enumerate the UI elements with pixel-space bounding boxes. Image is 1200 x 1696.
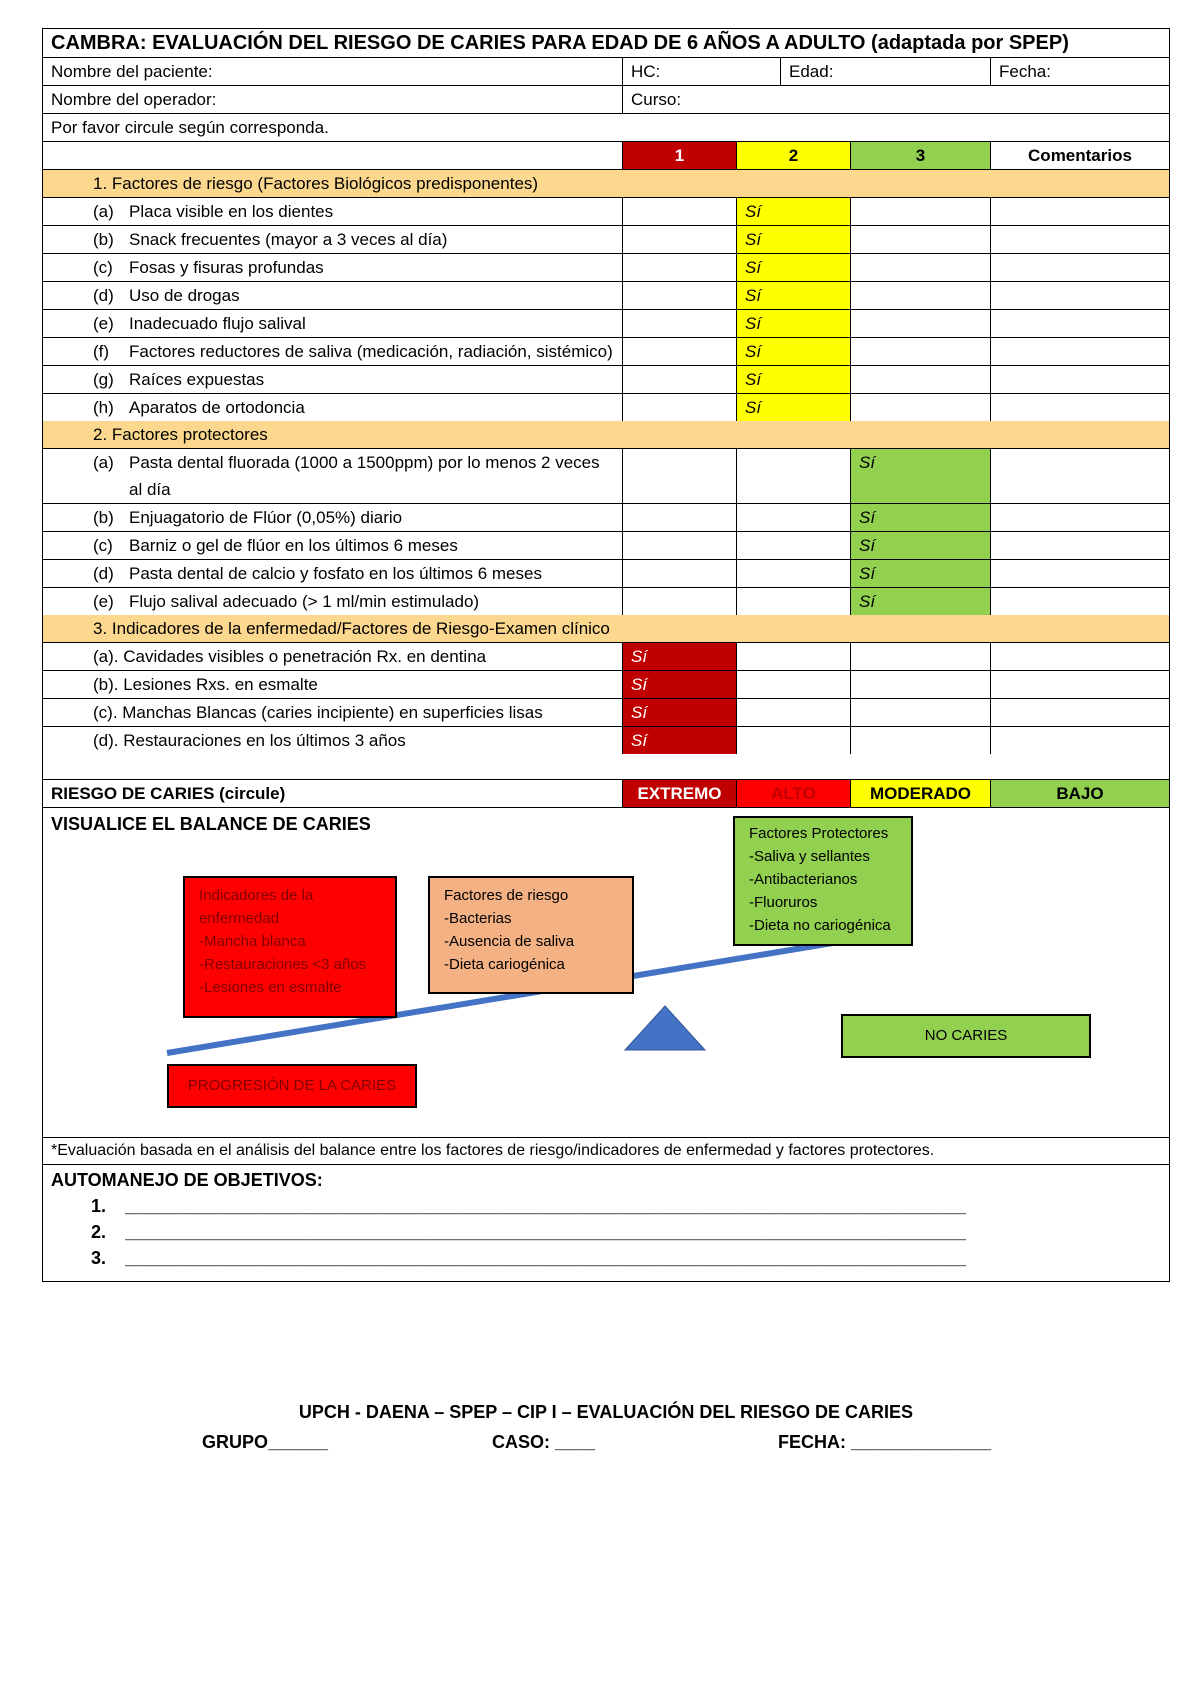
item-text: Snack frecuentes (mayor a 3 veces al día) [129,230,448,249]
risk-bajo[interactable]: BAJO [991,780,1169,807]
objective-line[interactable] [51,1245,1161,1271]
empty-cell[interactable] [851,671,991,698]
mark-cell[interactable]: Sí [851,560,991,587]
item-description [43,366,623,393]
table-row [43,532,1169,560]
comments-cell[interactable] [991,727,1169,754]
box-line: -Bacterias [444,910,512,927]
empty-cell[interactable] [623,449,737,503]
item-description [43,226,623,253]
column-3-header: 3 [851,142,991,169]
objective-number: 3. [91,1248,107,1268]
item-description [43,282,623,309]
comments-header: Comentarios [1028,146,1132,165]
mark-cell[interactable]: Sí [737,310,851,337]
age-field[interactable]: Edad: [781,58,991,85]
comments-cell[interactable] [991,560,1169,587]
header-blank [43,142,623,169]
item-label: (d) [93,564,114,583]
empty-cell[interactable] [623,532,737,559]
section-2-header [43,421,1169,449]
item-description [43,504,623,531]
empty-cell[interactable] [851,310,991,337]
form-title: CAMBRA: EVALUACIÓN DEL RIESGO DE CARIES PARA EDAD DE 6 AÑOS A ADULTO (adaptada por SPEP) [51,32,1069,54]
box-line: -Dieta no cariogénica [749,917,891,934]
empty-cell[interactable] [737,699,851,726]
item-description [43,338,623,365]
caries-progression-box: PROGRESIÓN DE LA CARIES [167,1064,417,1108]
instruction-row [43,114,1169,142]
objective-blank[interactable]: ____________________________________________________________________________________ [125,1196,966,1216]
item-description [43,310,623,337]
no-caries-box: NO CARIES [841,1014,1091,1058]
mark-cell[interactable]: Sí [737,198,851,225]
footer-title: UPCH - DAENA – SPEP – CIP I – EVALUACIÓN DEL RIESGO DE CARIES [298,1402,914,1422]
comments-cell[interactable] [991,254,1169,281]
comments-cell[interactable] [991,198,1169,225]
box-line: -Lesiones en esmalte [199,979,342,996]
objectives-section [43,1165,1169,1281]
objective-number: 1. [91,1196,107,1216]
empty-cell[interactable] [851,643,991,670]
empty-cell[interactable] [737,588,851,615]
empty-cell[interactable] [737,532,851,559]
comments-cell[interactable] [991,671,1169,698]
empty-cell[interactable] [623,560,737,587]
mark-cell[interactable]: Sí [737,394,851,421]
empty-cell[interactable] [851,282,991,309]
empty-cell[interactable] [623,198,737,225]
section-title: 1. Factores de riesgo (Factores Biológicos predisponentes) [43,170,1169,197]
empty-cell[interactable] [851,338,991,365]
empty-cell[interactable] [851,254,991,281]
table-row [43,504,1169,532]
empty-cell[interactable] [623,394,737,421]
item-description [43,394,623,421]
risk-moderado[interactable]: MODERADO [851,780,991,807]
empty-cell[interactable] [623,338,737,365]
balance-title: VISUALICE EL BALANCE DE CARIES [51,814,371,834]
section-1-header [43,170,1169,198]
box-line: -Restauraciones <3 años [199,956,367,973]
item-text: Fosas y fisuras profundas [129,258,324,277]
empty-cell[interactable] [737,671,851,698]
item-text: Flujo salival adecuado (> 1 ml/min estimulado) [129,592,480,611]
disease-indicators-box [183,876,397,1018]
item-label: (h) [93,398,114,417]
table-row [43,338,1169,366]
table-row [43,226,1169,254]
mark-cell[interactable]: Sí [737,226,851,253]
box-title: Factores de riesgo [444,887,569,904]
column-1-header: 1 [623,142,737,169]
column-header-row [43,142,1169,170]
empty-cell[interactable] [737,504,851,531]
objective-line[interactable] [51,1193,1161,1219]
mark-cell[interactable]: Sí [623,643,737,670]
mark-cell[interactable]: Sí [737,282,851,309]
spacer-row [43,754,1169,780]
comments-cell[interactable] [991,394,1169,421]
comments-cell[interactable] [991,282,1169,309]
item-description [43,560,623,587]
table-row [43,282,1169,310]
item-text: Inadecuado flujo salival [129,314,306,333]
empty-cell[interactable] [851,366,991,393]
item-description [43,254,623,281]
item-description: (a). Cavidades visibles o penetración Rx. en dentina [43,643,623,670]
table-row [43,254,1169,282]
box-line: -Saliva y sellantes [749,848,870,865]
section-title: 2. Factores protectores [43,421,1169,448]
empty-cell[interactable] [737,727,851,754]
table-row [43,588,1169,615]
section-title: 3. Indicadores de la enfermedad/Factores de Riesgo-Examen clínico [43,615,1169,642]
objective-blank[interactable]: ____________________________________________________________________________________ [125,1222,966,1242]
table-row [43,449,1169,504]
item-label: (a) [93,453,114,472]
objective-number: 2. [91,1222,107,1242]
item-text: Aparatos de ortodoncia [129,398,305,417]
item-label: (f) [93,342,110,361]
mark-cell[interactable]: Sí [851,588,991,615]
empty-cell[interactable] [737,449,851,503]
course-field[interactable]: Curso: [631,90,682,109]
risk-row [43,780,1169,808]
empty-cell[interactable] [623,282,737,309]
table-row [43,366,1169,394]
mark-cell[interactable]: Sí [623,699,737,726]
item-text: Pasta dental de calcio y fosfato en los últimos 6 meses [129,564,542,583]
empty-cell[interactable] [623,254,737,281]
box-line: -Dieta cariogénica [444,956,565,973]
box-line: -Antibacterianos [749,871,858,888]
item-description [43,198,623,225]
table-row [43,671,1169,699]
empty-cell[interactable] [737,560,851,587]
mark-cell[interactable]: Sí [623,671,737,698]
empty-cell[interactable] [623,588,737,615]
objective-line[interactable] [51,1219,1161,1245]
item-label: (d) [93,286,114,305]
comments-cell[interactable] [991,699,1169,726]
box-line: -Ausencia de saliva [444,933,575,950]
patient-name-field[interactable]: Nombre del paciente: [43,58,623,85]
empty-cell[interactable] [851,727,991,754]
empty-cell[interactable] [623,366,737,393]
box-line: -Fluoruros [749,894,818,911]
empty-cell[interactable] [851,699,991,726]
mark-cell[interactable]: Sí [737,338,851,365]
footer-fecha[interactable]: FECHA: ______________ [778,1432,992,1452]
table-row [43,560,1169,588]
box-title: Factores Protectores [749,825,889,842]
item-text: Enjuagatorio de Flúor (0,05%) diario [129,508,403,527]
footer-grupo[interactable]: GRUPO______ [202,1432,329,1452]
box-title: Indicadores de la enfermedad [199,887,314,927]
fulcrum-triangle-icon [625,1006,705,1050]
caries-risk-form [42,28,1170,1282]
comments-cell[interactable] [991,366,1169,393]
table-row [43,198,1169,226]
mark-cell[interactable]: Sí [737,254,851,281]
date-field[interactable]: Fecha: [999,62,1051,81]
column-2-header: 2 [737,142,851,169]
item-description [43,449,623,503]
operator-name-field[interactable]: Nombre del operador: [43,86,623,113]
mark-cell[interactable]: Sí [851,449,991,503]
item-label: (c) [93,536,113,555]
item-description [43,532,623,559]
item-description: (d). Restauraciones en los últimos 3 años [43,727,623,754]
item-text: Uso de drogas [129,286,240,305]
comments-cell[interactable] [991,643,1169,670]
footer-caso[interactable]: CASO: ____ [492,1432,596,1452]
table-row [43,727,1169,754]
risk-extremo[interactable]: EXTREMO [623,780,737,807]
operator-row [43,86,1169,114]
comments-cell[interactable] [991,532,1169,559]
risk-label: RIESGO DE CARIES (circule) [43,780,623,807]
box-line: -Mancha blanca [199,933,306,950]
table-row [43,394,1169,421]
table-row [43,310,1169,338]
item-label: (b) [93,230,114,249]
comments-cell[interactable] [991,226,1169,253]
protective-factors-box [733,816,913,946]
title-row [43,29,1169,58]
item-description: (b). Lesiones Rxs. en esmalte [43,671,623,698]
mark-cell[interactable]: Sí [623,727,737,754]
risk-alto[interactable]: ALTO [737,780,851,807]
comments-cell[interactable] [991,338,1169,365]
risk-factors-box [428,876,634,994]
item-label: (e) [93,592,114,611]
empty-cell[interactable] [851,226,991,253]
item-label: (g) [93,370,114,389]
item-text: Raíces expuestas [129,370,265,389]
balance-note: *Evaluación basada en el análisis del balance entre los factores de riesgo/indicadores de enfermedad y factores protectores. [43,1138,1169,1165]
item-label: (e) [93,314,114,333]
item-label: (b) [93,508,114,527]
empty-cell[interactable] [623,310,737,337]
empty-cell[interactable] [851,394,991,421]
item-text: Pasta dental fluorada (1000 a 1500ppm) por lo menos 2 veces al día [129,453,600,499]
item-label: (a) [93,202,114,221]
empty-cell[interactable] [851,198,991,225]
empty-cell[interactable] [737,643,851,670]
section-3-header [43,615,1169,643]
comments-cell[interactable] [991,310,1169,337]
objective-blank[interactable]: ____________________________________________________________________________________ [125,1248,966,1268]
caries-balance-diagram [43,808,1169,1138]
comments-cell[interactable] [991,449,1169,503]
empty-cell[interactable] [623,226,737,253]
item-label: (c) [93,258,113,277]
table-row [43,643,1169,671]
item-text: Factores reductores de saliva (medicación, radiación, sistémico) [129,342,613,361]
item-text: Placa visible en los dientes [129,202,334,221]
patient-row [43,58,1169,86]
empty-cell[interactable] [623,504,737,531]
comments-cell[interactable] [991,504,1169,531]
mark-cell[interactable]: Sí [737,366,851,393]
instruction-text: Por favor circule según corresponda. [51,118,329,137]
hc-field[interactable]: HC: [623,58,781,85]
mark-cell[interactable]: Sí [851,532,991,559]
item-text: Barniz o gel de flúor en los últimos 6 meses [129,536,458,555]
table-row [43,699,1169,727]
mark-cell[interactable]: Sí [851,504,991,531]
comments-cell[interactable] [991,588,1169,615]
item-description: (c). Manchas Blancas (caries incipiente) en superficies lisas [43,699,623,726]
objectives-title: AUTOMANEJO DE OBJETIVOS: [51,1170,323,1190]
item-description [43,588,623,615]
